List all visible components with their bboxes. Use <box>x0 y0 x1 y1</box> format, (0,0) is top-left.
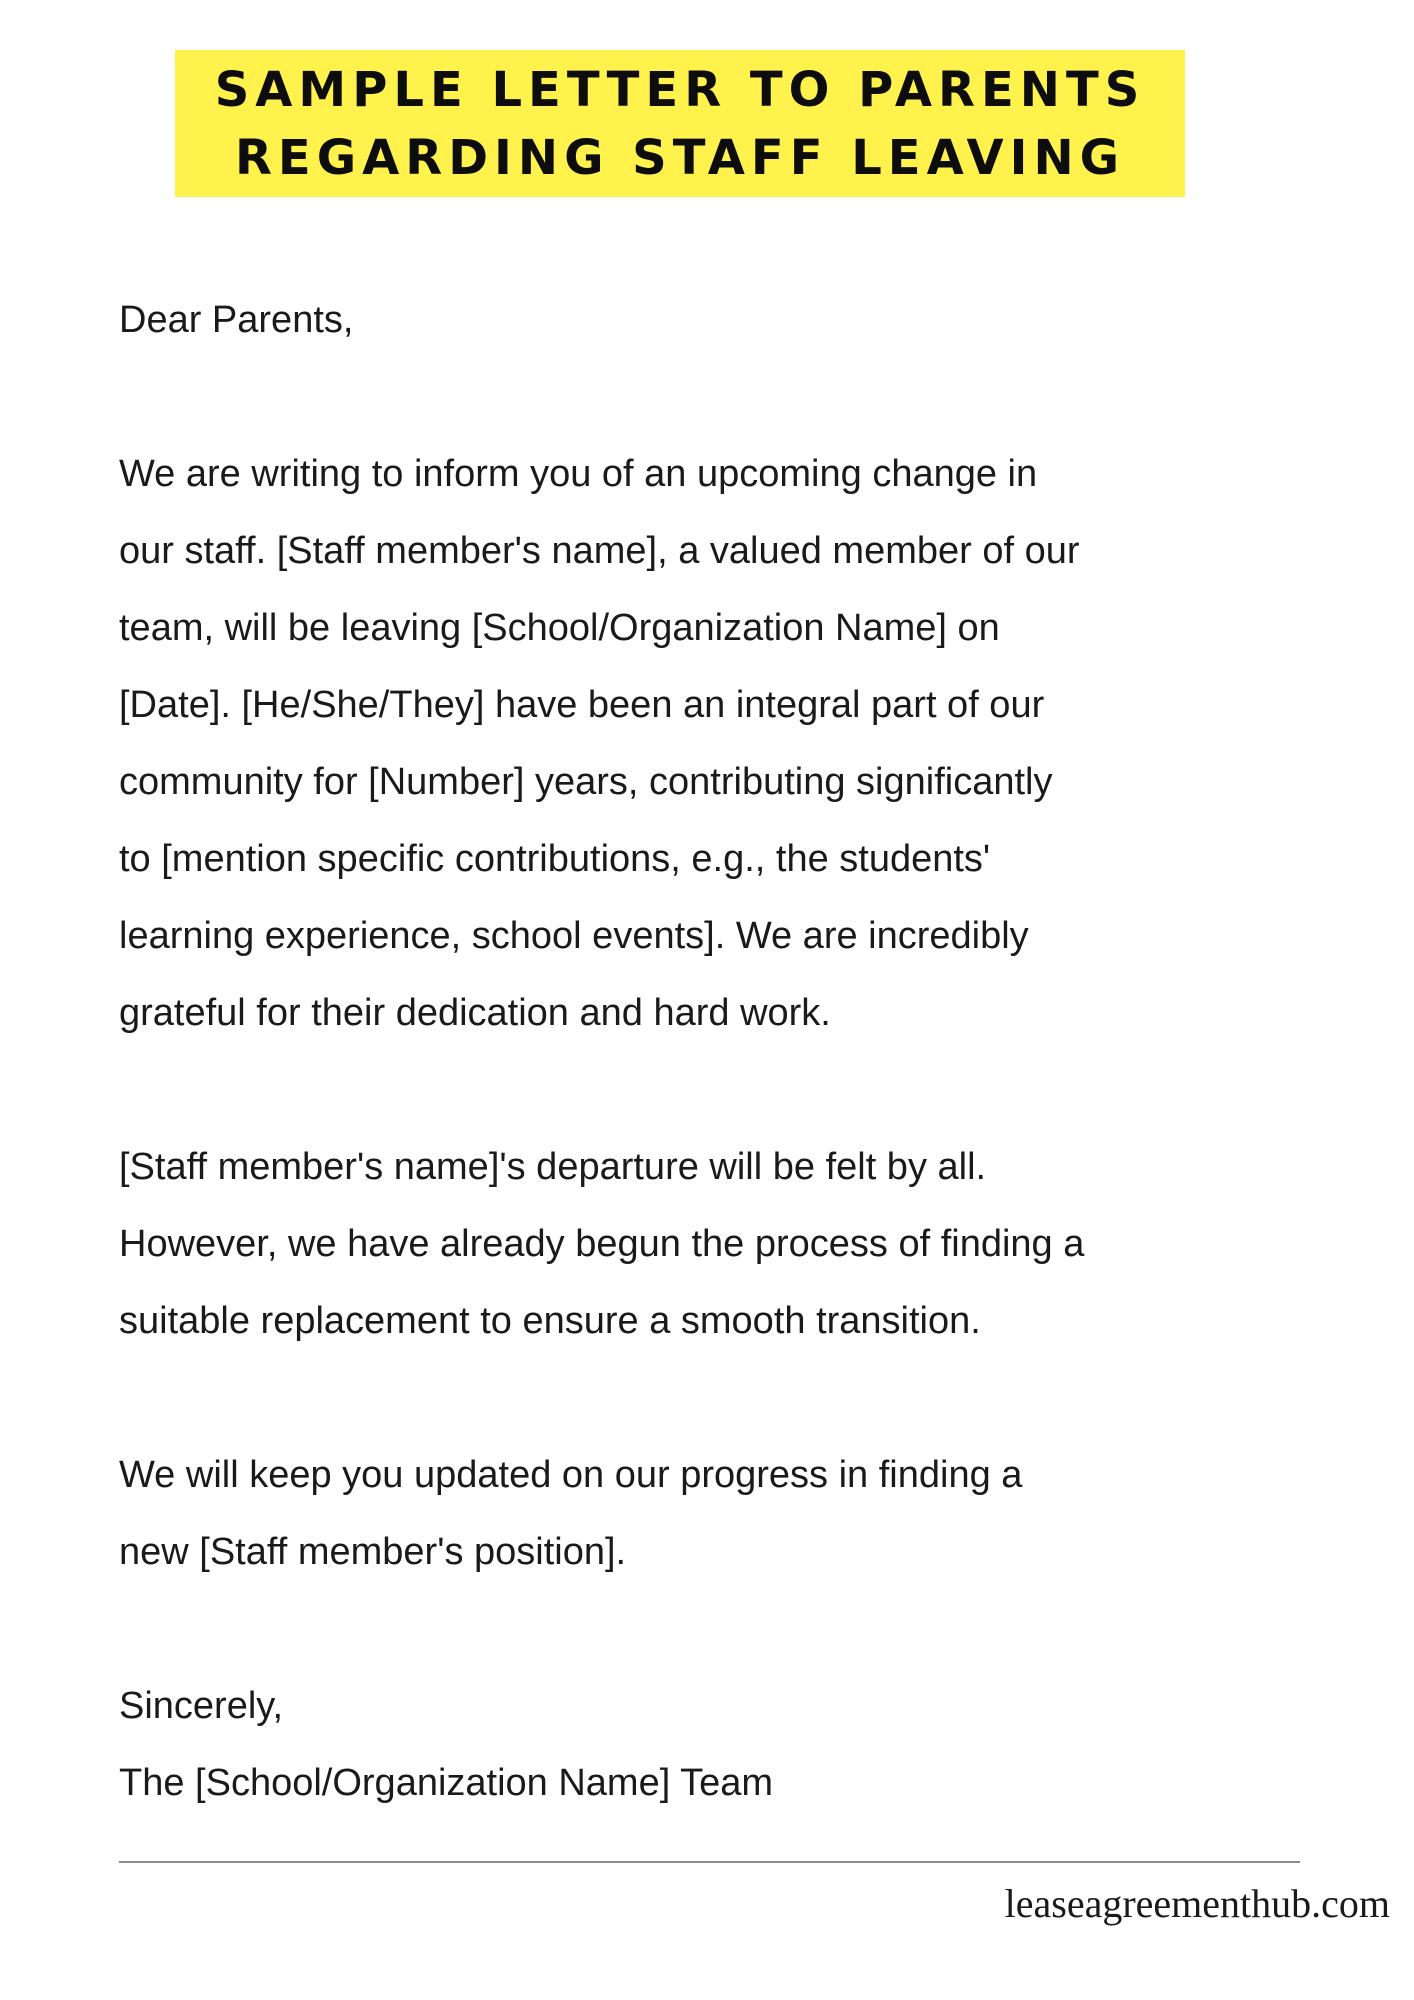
paragraph-2 <box>119 1129 1359 1360</box>
paragraph-1-line: [Date]. [He/She/They] have been an integral part of our <box>119 684 1045 726</box>
paragraph-1-line: community for [Number] years, contributing significantly <box>119 761 1053 803</box>
footer-divider <box>119 1861 1300 1863</box>
letter-body <box>119 282 1359 1822</box>
paragraph-3-line: new [Staff member's position]. <box>119 1531 627 1573</box>
paragraph-1-line: team, will be leaving [School/Organization Name] on <box>119 607 1000 649</box>
signature: The [School/Organization Name] Team <box>119 1762 774 1804</box>
paragraph-1-line: We are writing to inform you of an upcoming change in <box>119 453 1038 495</box>
salutation <box>119 282 1359 359</box>
paragraph-1-line: learning experience, school events]. We are incredibly <box>119 915 1029 957</box>
paragraph-3 <box>119 1437 1359 1591</box>
paragraph-1-line: grateful for their dedication and hard work. <box>119 992 831 1034</box>
paragraph-1 <box>119 436 1359 1052</box>
paragraph-1-line: our staff. [Staff member's name], a valued member of our <box>119 530 1080 572</box>
title-banner <box>175 50 1185 197</box>
salutation-text: Dear Parents, <box>119 299 354 341</box>
closing-block <box>119 1668 1359 1822</box>
paragraph-2-line: However, we have already begun the process of finding a <box>119 1223 1085 1265</box>
paragraph-3-line: We will keep you updated on our progress in finding a <box>119 1454 1023 1496</box>
footer-website: leaseagreementhub.com <box>1004 1881 1390 1926</box>
paragraph-2-line: [Staff member's name]'s departure will be felt by all. <box>119 1146 987 1188</box>
title-line-2: REGARDING STAFF LEAVING <box>234 130 1126 186</box>
paragraph-1-line: to [mention specific contributions, e.g., the students' <box>119 838 991 880</box>
closing: Sincerely, <box>119 1685 284 1727</box>
title-line-1: SAMPLE LETTER TO PARENTS <box>214 62 1146 118</box>
paragraph-2-line: suitable replacement to ensure a smooth transition. <box>119 1300 981 1342</box>
